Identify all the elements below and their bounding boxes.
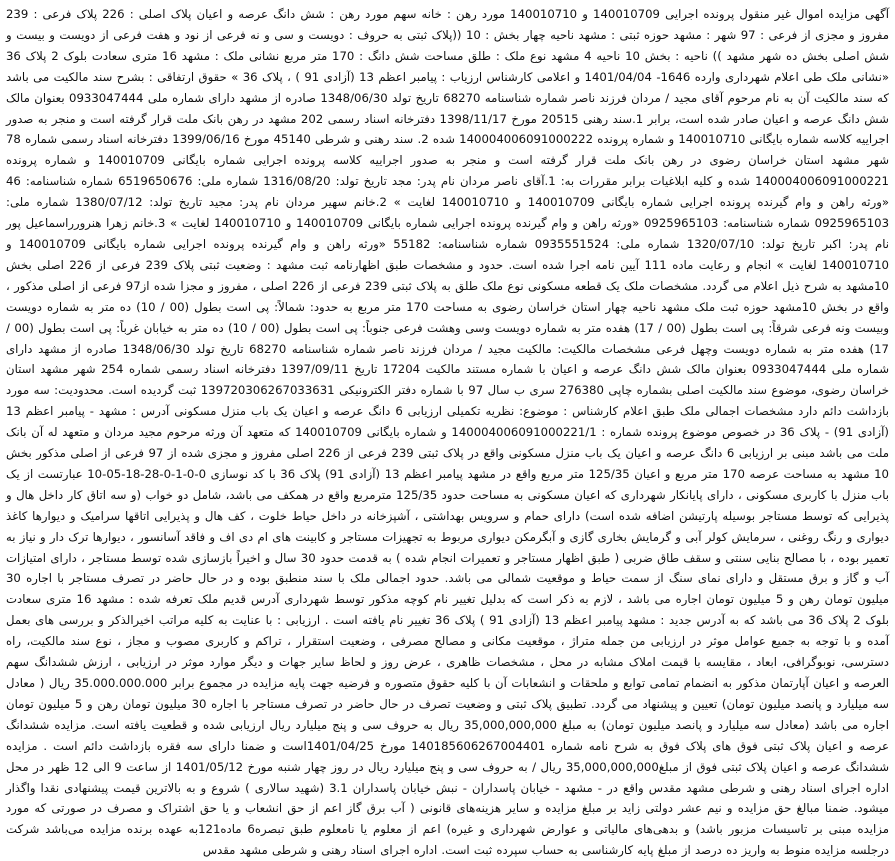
auction-notice-body: آگهی مزایده اموال غیر منقول پرونده اجرایی 140010709 و 140010710 مورد رهن : خانه سهم مورد رهن : شش دانگ عرصه و اعیان پلاک اصلی : 226 پلاک فرعی : 239 مفروز و مجزی از فرعی : 97 شهر : مشهد حوزه ثبتی : مشهد ناحیه چهار بخش : 10 ((پلاک ثبتی به حروف : دویست و سی و نه فرعی از نود و هفت فرعی از دویست و بیست و شش اصلی بخش ده شهر مشهد )) ناحیه : بخش 10 ناحیه 4 مشهد نوع ملک : طلق مساحت شش دانگ : 170 متر مربع نشانی ملک : مشهد 16 متری سعادت بلوک 2 پلاک 36 «نشانی ملک طی اعلام شهرداری وارده 1646- 1401/04/04 و اعلامی کارشناس ارزیاب : پیامبر اعظم 13 (آزادی 91 ) ، پلاک 36 » حقوق ارتفاقی : بشرح سند مالکیت می باشد که سند مالکیت آن به نام مرحوم آقای مجید / مردان فرزند ناصر شماره شناسنامه 68270 تاریخ تولد 1348/06/30 صادره از مشهد دارای شماره ملی 0933047444 بعنوان مالک شش دانگ عرصه و اعیان صادر شده است، برابر 1.سند رهنی 20515 مورخ 1398/11/17 دفترخانه اسناد رسمی 202 مشهد در رهن بانک ملت قرار گرفته است و منجر به صدور اجراییه کلاسه شماره بایگانی 140010710 و شماره پرونده 140004006091000222 شده 2. سند رهنی و شرطی 45140 مورخ 1399/06/16 دفترخانه اسناد رسمی شماره 78 شهر مشهد استان خراسان رضوی در رهن بانک ملت قرار گرفته است و منجر به صدور اجراییه کلاسه پرونده اجرایی شماره بایگانی 140010709 و شماره پرونده 140004006091000221 شده و کلیه ابلاغیات برابر مقررات به: 1.آقای ناصر مردان نام پدر: مجد تاریخ تولد: 1316/08/20 شماره ملی: 6519650676 شماره شناسنامه: 46 «ورثه راهن و وام گیرنده پرونده اجرایی شماره بایگانی 140010709 و 140010710 لغایت » 2.خانم سهیر مردان نام پدر: مجید تاریخ تولد: 1380/07/12 شماره ملی: 0925965103 شماره شناسنامه: 0925965103 «ورثه راهن و وام گیرنده پرونده اجرایی شماره بایگانی 140010709 و 140010710 لغایت » 3.خانم زهرا هنرورراسماعیل پور نام پدر: اکبر تاریخ تولد: 1320/07/10 شماره ملی: 0935551524 شماره شناسنامه: 55182 «ورثه راهن و وام گیرنده پرونده اجرایی شماره بایگانی 140010709 و 140010710 لغایت » انجام و رعایت ماده 111 آیین نامه اجرا شده است. حدود و مشخصات طبق اظهارنامه ثبت مشهد : وضعیت ثبتی پلاک 239 فرعی از 226 اصلی بخش 10مشهد به شرح ذیل اعلام می گردد. مشخصات ملک یک قطعه مسکونی نوع ملک طلق به پلاک ثبتی 239 فرعی از 226 اصلی ، مفروز و مجزا شده از97 فرعی از اصلی مذکور ، واقع در بخش 10مشهد حوزه ثبت ملک مشهد ناحیه چهار استان خراسان رضوی به مساحت 170 متر مربع به حدود: شمالاً: پی است بطول (00 / 10) ده متر به شماره دویست وبیست ونه فرعی شرقاً: پی است بطول (00 / 17) هفده متر به شماره دویست وسی وهشت فرعی جنوباً: پی است بطول (00 / 10) ده متر به خیابان غرباً: پی است بطول (00 / 17) هفده متر به شماره دویست وچهل فرعی مشخصات مالکیت: مالکیت مجید / مردان فرزند ناصر شماره شناسنامه 68270 تاریخ تولد 1348/06/30 صادره از مشهد دارای شماره ملی 0933047444 بعنوان مالک شش دانگ عرصه و اعیان با شماره مستند مالکیت 17204 تاریخ 1397/09/11 دفترخانه اسناد رسمی شماره 254 شهر مشهد استان خراسان رضوی، موضوع سند مالکیت اصلی بشماره چاپی 276380 سری ب سال 97 با شماره دفتر الکترونیکی 139720306267033631 ثبت گردیده است. محدودیت: سه مورد بازداشت دائم دارد مشخصات اجمالی ملک طبق اعلام کارشناس : موضوع: نظریه تکمیلی ارزیابی 6 دانگ عرصه و اعیان یک باب منزل مسکونی آدرس : مشهد - پیامبر اعظم 13 (آزادی 91) - پلاک 36 در خصوص موضوع پرونده شماره : 140004006091000221/1 و شماره بایگانی 140010709 که متعهد آن ورثه مرحوم مجید مردان و متعهد له آن بانک ملت می باشد مبنی بر ارزیابی 6 دانگ عرصه و اعیان یک باب منزل مسکونی واقع در پلاک ثبتی 239 فرعی از 226 اصلی مفروز و مجزی شده از 97 فرعی از اصلی مذکور بخش 10 مشهد به مساحت عرصه 170 متر مربع و اعیان 125/35 متر مربع واقع در مشهد پیامبر اعظم 13 (آزادی 91) پلاک 36 با کد نوسازی 0-0-1-0-28-18-05-10 عبارتست از یک باب منزل با کاربری مسکونی ، دارای پایانکار شهرداری که اعیان مسکونی به مساحت حدود 125/35 مترمربع واقع در همکف می باشد، شامل دو خواب (و سه اتاق کار داخل هال و پذیرایی که توسط مستاجر بوسیله پارتیشن اضافه شده است) دارای حمام و سرویس بهداشتی ، آشپزخانه در داخل حیاط خلوت ، کف هال و پذیرایی اتاقها سرامیک و دیوارها کاغذ دیواری و رنگ روغنی ، سرمایش کولر آبی و گرمایش بخاری گازی و آبگرمکن دیواری مربوط به تجهیزات مستاجر و کابینت های ام دی اف و فاقد آسانسور ، دیوارها ترک دار و نیاز به تعمیر بوده ، با مصالح بنایی سنتی و سقف طاق ضربی ( طبق اظهار مستاجر و تعمیرات انجام شده ) به قدمت حدود 30 سال و اخیراً بازسازی شده توسط مستاجر ، دارای امتیازات آب و گاز و برق مستقل و دارای نمای سنگ از سمت حیاط و موقعیت شمالی می باشد. حدود اجمالی ملک با سند منطبق بوده و در حال حاضر در تصرف مستاجر با اجاره 30 میلیون تومان رهن و 5 میلیون تومان اجاره می باشد ، لازم به ذکر است که بدلیل تغییر نام کوچه مذکور توسط شهرداری آدرس قدیم ملک تعرفه شده : مشهد 16 متری سعادت بلوک 2 پلاک 36 می باشد که به آدرس جدید : مشهد پیامبر اعظم 13 (آزادی 91 ) پلاک 36 تغییر نام یافته است . ارزیابی : با عنایت به کلیه مراتب اخیرالذکر و بررسی های بعمل آمده و با توجه به جمیع عوامل موثر در ارزیابی من جمله متراژ ، موقعیت مکانی و مصالح مصرفی ، وضعیت استقرار ، تراکم و کاربری مصوب و مجاز ، نوع سند مالکیت، راه دسترسی، نوبوگرافی، ابعاد ، مقایسه با قیمت املاک مشابه در محل ، مشخصات ظاهری ، عرض روز و لحاظ سایر جهات و دیگر موارد موثر در ارزیابی ، ارزش ششدانگ سهم العرصه و اعیان آپارتمان مذکور به انضمام تمامی توابع و ملحقات و انشعابات آن با کلیه حقوق متصوره و فرضیه جهت پایه مزایده در مجموع برابر 35.000.000.000 ریال ( معادل سه میلیارد و پانصد میلیون تومان) تعیین و پیشنهاد می گردد. تطبیق پلاک ثبتی و وضعیت تصرف در حال حاضر در تصرف مستاجر با اجاره 30 میلیون تومان رهن و 5 میلیون تومان اجاره می باشد (معادل سه میلیارد و پانصد میلیون تومان) به مبلغ 35,000,000,000 ریال به حروف سی و پنج میلیارد ریال ارزیابی شده و قطعیت یافته است. مزایده ششدانگ عرصه و اعیان پلاک ثبتی فوق های پلاک فوق به شرح نامه شماره 140185606267004401 مورخ 1401/04/25است و ضمنا دارای سه فقره بازداشت دائم است . مزایده ششدانگ عرصه و اعیان پلاک ثبتی فوق از مبلغ35,000,000,000 ریال / به حروف سی و پنج میلیارد ریال در روز چهار شنبه مورخ 1401/05/12 از ساعت 9 الی 12 ظهر در محل اداره اجرای اسناد رهنی و شرطی مشهد مقدس واقع در - مشهد - خیابان پاسداران - نبش خیابان پاسداران 3.1 (شهید سالاری ) شروع و به بالاترین قیمت پیشنهادی نقدا واگذار میشود. ضمنا مبالغ حق مزایده و نیم عشر دولتی زاید بر مبلغ مزایده و سایر هزینه‌های قانونی ( آب برق گاز اعم از حق انشعاب و یا حق اشتراک و مصرف در صورتی که مورد مزایده مبنی بر تاسیسات مزبور باشد) و بدهی‌های مالیاتی و عوارض شهرداری و غیره) اعم از معلوم یا نامعلوم طبق تبصره6 ماده121به عهده برنده مزایده می‌باشد شرکت درجلسه مزایده منوط به واریز ده درصد از مبلغ پایه کارشناسی به حساب سپرده ثبت است. اداره اجرای اسناد رهنی و شرطی مشهد مقدس	[6, 7, 890, 858]
